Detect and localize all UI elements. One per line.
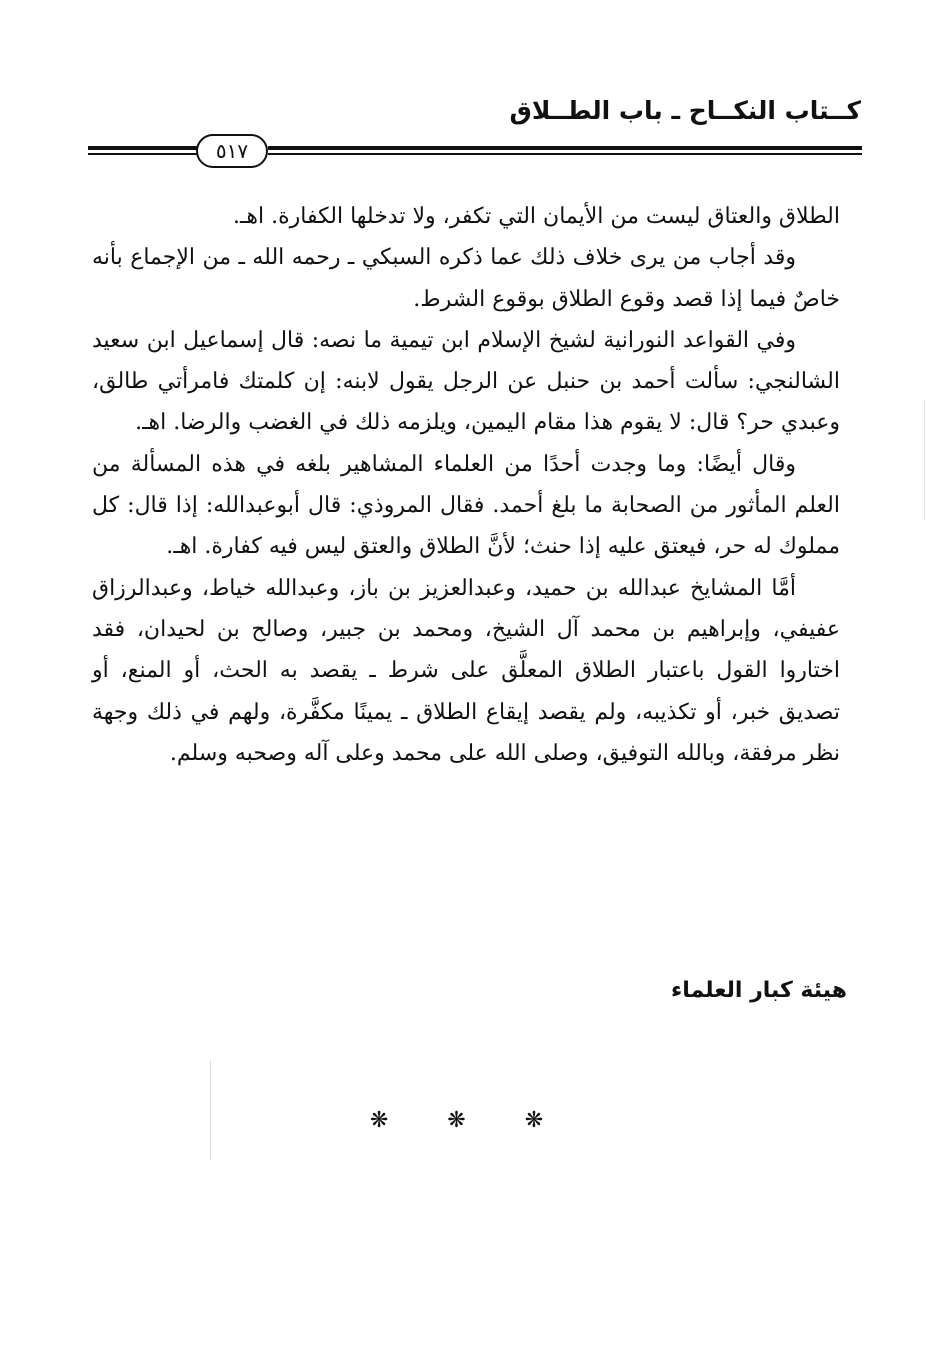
section-ornament: ❋ ❋ ❋ (369, 1108, 570, 1133)
paragraph-4: وقال أيضًا: وما وجدت أحدًا من العلماء المشاهير بلغه في هذه المسألة من العلم المأثور من الصحابة ما بلغ أحمد. فقال المروذي: قال أبوعبدالله: إذا قال: كل مملوك له حر، فيعتق عليه إذا حنث؛ لأنَّ الطلاق والعتق ليس فيه كفارة. اهـ. (92, 451, 840, 560)
paragraph-3: وفي القواعد النورانية لشيخ الإسلام ابن تيمية ما نصه: قال إسماعيل ابن سعيد الشالنجي: سألت أحمد بن حنبل عن الرجل يقول لابنه: إن كلمتك فامرأتي طالق، وعبدي حر؟ قال: لا يقوم هذا مقام اليمين، ويلزمه ذلك في الغضب والرضا. اهـ. (92, 327, 840, 436)
paragraph-1: الطلاق والعتاق ليست من الأيمان التي تكفر، ولا تدخلها الكفارة. اهـ. (232, 204, 840, 229)
signature: هيئة كبار العلماء (670, 978, 847, 1003)
page-number: ٥١٧ (196, 134, 268, 168)
body-text (92, 196, 840, 774)
paragraph-2: وقد أجاب من يرى خلاف ذلك عما ذكره السبكي ـ رحمه الله ـ من الإجماع بأنه خاصٌ فيما إذا قصد وقوع الطلاق بوقوع الشرط. (92, 245, 840, 312)
scan-artifact (210, 1060, 211, 1160)
paragraph-5: أمَّا المشايخ عبدالله بن حميد، وعبدالعزيز بن باز، وعبدالله خياط، وعبدالرزاق عفيفي، وإبراهيم بن محمد آل الشيخ، ومحمد بن جبير، وصالح بن لحيدان، فقد اختاروا القول باعتبار الطلاق المعلَّق على شرط ـ يقصد به الحث، أو المنع، أو تصديق خبر، أو تكذيبه، ولم يقصد إيقاع الطلاق ـ يمينًا مكفَّرة، ولهم في ذلك وجهة نظر مرفقة، وبالله التوفيق، وصلى الله على محمد وعلى آله وصحبه وسلم. (92, 575, 840, 766)
running-title: كــتاب النكــاح ـ باب الطــلاق (509, 96, 861, 125)
header-rule-left (88, 142, 198, 160)
header-rule-right (268, 142, 862, 160)
scan-artifact-edge (924, 400, 925, 520)
